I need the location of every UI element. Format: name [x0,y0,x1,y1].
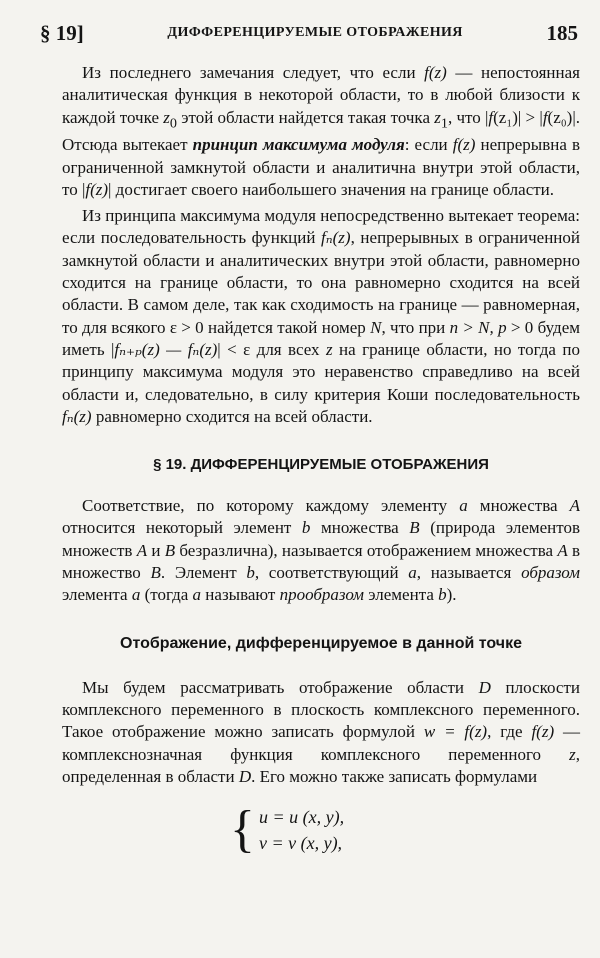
formula-line-u: u = u (x, y), [258,807,345,828]
section-heading: § 19. ДИФФЕРЕНЦИРУЕМЫЕ ОТОБРАЖЕНИЯ [153,456,489,474]
formula-system [230,801,580,859]
header-page-number: 185 [546,20,578,45]
paragraph-complex-mapping: Мы будем рассматривать отображение области D плоскости комплексного переменного в плоскость комплексного переменного. Такое отображение можно записать формулой w = f(z), где f(z) — комплекснозначная функция комплексного переменного z, определенная в области D. Его можно также записать формулами [62,677,580,786]
formula-line-v: v = v (x, y), [258,833,343,854]
main-text [62,62,581,859]
header-running-title: ДИФФЕРЕНЦИРУЕМЫЕ ОТОБРАЖЕНИЯ [167,25,463,40]
header-section-marker: § 19] [40,20,84,45]
formula-lines [259,804,344,856]
paragraph-maximum-modulus: Из последнего замечания следует, что если f(z) — непостоянная аналитическая функция в некоторой области, то в любой близости к каждой точке $z_0$ этой области найдется такая точка $z_1$, что |f(z₁)| > |f(z₀)|. Отсюда вытекает принцип максимума модуля: если f(z) непрерывна в ограниченной замкнутой области и аналитична внутри этой области, то |f(z)| достигает своего наибольшего значения на границе области. [62,63,581,199]
page-header [40,18,578,48]
paragraph-theorem: Из принципа максимума модуля непосредственно вытекает теорема: если последовательность функций fₙ(z), непрерывных в ограниченной замкнутой области и аналитических внутри этой области, равномерно сходится на границе области, то она равномерно сходится на всей области. В самом деле, так как сходимость на границе — равномерная, то для всякого ε > 0 найдется такой номер N, что при n > N, p > 0 будем иметь |fₙ₊ₚ(z) — fₙ(z)| < ε для всех z на границе области, но тогда по принципу максимума модуля это неравенство справедливо на всей области и, следовательно, в силу критерия Коши последовательность fₙ(z) равномерно сходится на всей области. [62,206,580,426]
paragraph-mapping-definition: Соответствие, по которому каждому элементу a множества A относится некоторый элемент b множества B (природа элементов множеств A и B безразлична), называется отображением множества A в множество B. Элемент b, соответствующий a, называется образом элемента a (тогда a называют прообразом элемента b). [62,496,581,605]
curly-brace: { [230,801,255,859]
subsection-heading: Отображение, дифференцируемое в данной точке [120,634,522,652]
